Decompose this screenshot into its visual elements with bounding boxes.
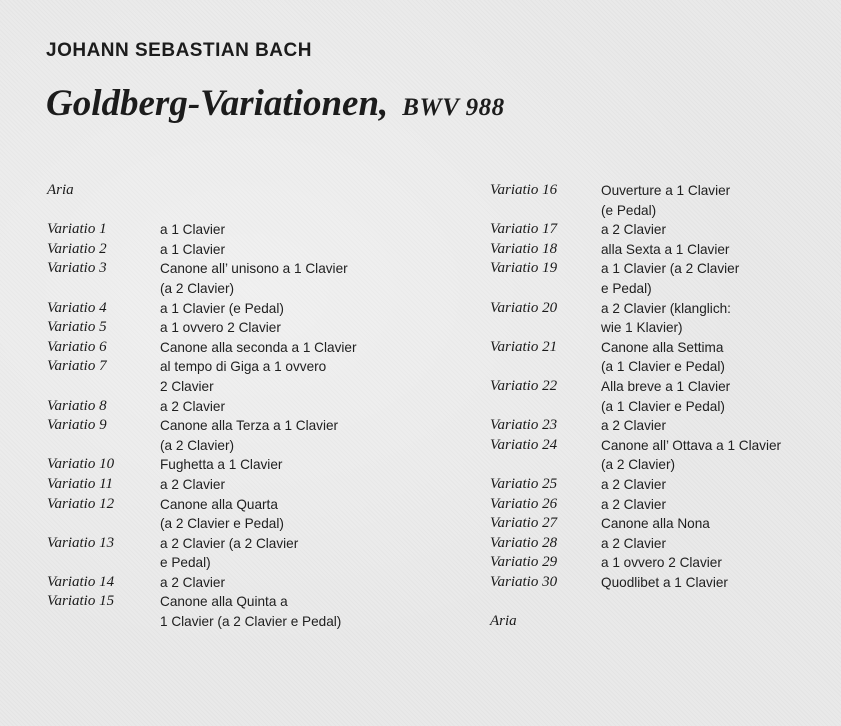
variation-entry <box>47 181 447 201</box>
description-line: a 1 Clavier <box>160 241 225 257</box>
description-line: (a 2 Clavier e Pedal) <box>160 516 284 532</box>
variation-label: Variatio 25 <box>490 475 558 492</box>
variation-entry <box>490 612 830 632</box>
catalog-number: BWV 988 <box>402 94 505 121</box>
title-text: Goldberg-Variationen, <box>46 83 389 124</box>
variation-entry <box>490 553 830 573</box>
description-line: a 2 Clavier <box>160 398 225 414</box>
variation-description <box>601 534 666 554</box>
description-line: alla Sexta a 1 Clavier <box>601 241 730 257</box>
variation-entry <box>47 318 447 338</box>
description-line: wie 1 Klavier) <box>601 320 683 336</box>
description-line: e Pedal) <box>601 280 652 296</box>
variations-list-right <box>490 181 830 632</box>
variation-description <box>160 338 356 358</box>
variation-description <box>160 299 284 319</box>
description-line: (a 2 Clavier) <box>601 457 676 473</box>
variation-entry <box>47 397 447 417</box>
variation-entry <box>47 240 447 260</box>
variation-description <box>601 299 731 338</box>
description-line: Canone alla Terza a 1 Clavier <box>160 418 339 434</box>
variation-description <box>160 475 225 495</box>
variations-list-left <box>47 181 447 632</box>
description-line: Canone all’ Ottava a 1 Clavier <box>601 437 782 453</box>
description-line: (a 2 Clavier) <box>160 437 235 453</box>
description-line: Canone alla Quarta <box>160 496 278 512</box>
description-line: al tempo di Giga a 1 ovvero <box>160 359 327 375</box>
variation-entry <box>490 338 830 377</box>
variation-label: Variatio 29 <box>490 554 558 571</box>
description-line: Ouverture a 1 Clavier <box>601 183 731 198</box>
variation-label: Variatio 3 <box>47 260 107 277</box>
description-line: a 1 ovvero 2 Clavier <box>160 320 281 336</box>
variation-label: Variatio 19 <box>490 260 558 277</box>
description-line: (e Pedal) <box>601 202 657 218</box>
work-title <box>46 82 505 125</box>
description-line: (a 2 Clavier) <box>160 280 235 296</box>
spacer <box>47 201 447 221</box>
description-line: a 2 Clavier <box>160 574 225 590</box>
variation-description <box>160 534 298 573</box>
variation-description <box>160 318 281 338</box>
variation-entry <box>490 259 830 298</box>
variation-description <box>601 553 722 573</box>
variation-entry <box>490 299 830 338</box>
variation-entry <box>490 181 830 220</box>
variation-entry <box>47 573 447 593</box>
variation-description <box>601 377 730 416</box>
variation-description <box>160 495 284 534</box>
variation-description <box>160 259 348 298</box>
description-line: (a 1 Clavier e Pedal) <box>601 359 725 375</box>
variation-entry <box>490 416 830 436</box>
variation-label: Variatio 11 <box>47 475 113 492</box>
variation-entry <box>490 573 830 593</box>
description-line: a 1 Clavier (e Pedal) <box>160 300 284 316</box>
variation-description <box>601 259 739 298</box>
description-line: Alla breve a 1 Clavier <box>601 378 731 394</box>
variation-entry <box>490 534 830 554</box>
variation-description <box>160 240 225 260</box>
variation-description <box>601 240 729 260</box>
variation-description <box>160 416 338 455</box>
variation-label: Variatio 16 <box>490 182 558 198</box>
composer-name: JOHANN SEBASTIAN BACH <box>46 40 312 61</box>
variation-entry <box>490 475 830 495</box>
variation-label: Variatio 9 <box>47 417 107 434</box>
variation-description <box>601 475 666 495</box>
variation-label: Aria <box>490 613 517 630</box>
variation-description <box>601 514 710 534</box>
variation-description <box>601 220 666 240</box>
variation-entry <box>47 220 447 240</box>
description-line: Canone alla Settima <box>601 339 724 355</box>
description-line: a 2 Clavier <box>160 476 225 492</box>
description-line: a 2 Clavier <box>601 222 666 238</box>
description-line: a 2 Clavier <box>601 496 666 512</box>
variation-entry <box>490 436 830 475</box>
variation-label: Variatio 23 <box>490 417 558 434</box>
variation-label: Variatio 2 <box>47 240 107 257</box>
variation-description <box>601 436 781 475</box>
variation-entry <box>490 514 830 534</box>
variation-description <box>601 338 725 377</box>
variation-label: Aria <box>47 182 74 198</box>
variation-entry <box>47 475 447 495</box>
variation-description <box>160 397 225 417</box>
variation-description <box>160 573 225 593</box>
variation-label: Variatio 21 <box>490 338 558 355</box>
variation-description <box>160 357 326 396</box>
variation-entry <box>47 534 447 573</box>
variation-label: Variatio 13 <box>47 534 115 551</box>
variation-description <box>601 573 728 593</box>
variation-label: Variatio 10 <box>47 456 115 473</box>
description-line: Canone alla Nona <box>601 516 710 532</box>
description-line: e Pedal) <box>160 555 211 571</box>
variation-entry <box>490 220 830 240</box>
description-line: Canone alla seconda a 1 Clavier <box>160 339 357 355</box>
variation-entry <box>47 357 447 396</box>
description-line: Quodlibet a 1 Clavier <box>601 574 728 590</box>
variation-label: Variatio 8 <box>47 397 107 414</box>
variation-entry <box>47 455 447 475</box>
description-line: 1 Clavier (a 2 Clavier e Pedal) <box>160 614 342 630</box>
variation-label: Variatio 20 <box>490 299 558 316</box>
description-line: a 1 Clavier (a 2 Clavier <box>601 261 740 277</box>
variation-label: Variatio 30 <box>490 573 558 590</box>
variation-entry <box>490 240 830 260</box>
description-line: a 2 Clavier (klanglich: <box>601 300 731 316</box>
description-line: a 1 ovvero 2 Clavier <box>601 555 722 571</box>
variation-label: Variatio 6 <box>47 338 107 355</box>
variation-label: Variatio 24 <box>490 436 558 453</box>
description-line: Canone all’ unisono a 1 Clavier <box>160 261 348 277</box>
spacer <box>490 592 830 612</box>
variation-entry <box>47 259 447 298</box>
description-line: Canone alla Quinta a <box>160 594 288 610</box>
variation-entry <box>47 338 447 358</box>
variation-entry <box>47 592 447 631</box>
variation-entry <box>490 495 830 515</box>
description-line: a 2 Clavier <box>601 418 666 434</box>
variation-description <box>601 416 666 436</box>
variation-label: Variatio 15 <box>47 593 115 610</box>
description-line: 2 Clavier <box>160 378 214 394</box>
variation-label: Variatio 4 <box>47 299 107 316</box>
variation-label: Variatio 18 <box>490 240 558 257</box>
variation-label: Variatio 12 <box>47 495 115 512</box>
variation-label: Variatio 22 <box>490 377 558 394</box>
description-line: a 1 Clavier <box>160 222 225 238</box>
description-line: a 2 Clavier (a 2 Clavier <box>160 535 299 551</box>
variation-label: Variatio 28 <box>490 534 558 551</box>
variation-label: Variatio 1 <box>47 221 107 238</box>
description-line: a 2 Clavier <box>601 476 666 492</box>
variation-label: Variatio 5 <box>47 319 107 336</box>
description-line: (a 1 Clavier e Pedal) <box>601 398 725 414</box>
variation-description <box>160 592 341 631</box>
variation-description <box>160 455 282 475</box>
variation-label: Variatio 27 <box>490 515 558 532</box>
variation-entry <box>47 416 447 455</box>
variation-description <box>601 495 666 515</box>
variation-description <box>601 181 730 220</box>
description-line: Fughetta a 1 Clavier <box>160 457 283 473</box>
variation-entry <box>47 495 447 534</box>
variation-label: Variatio 26 <box>490 495 558 512</box>
variation-description <box>160 220 225 240</box>
variation-entry <box>47 299 447 319</box>
variation-entry <box>490 377 830 416</box>
variation-label: Variatio 7 <box>47 358 107 375</box>
description-line: a 2 Clavier <box>601 535 666 551</box>
variation-label: Variatio 17 <box>490 221 558 238</box>
variation-label: Variatio 14 <box>47 573 115 590</box>
